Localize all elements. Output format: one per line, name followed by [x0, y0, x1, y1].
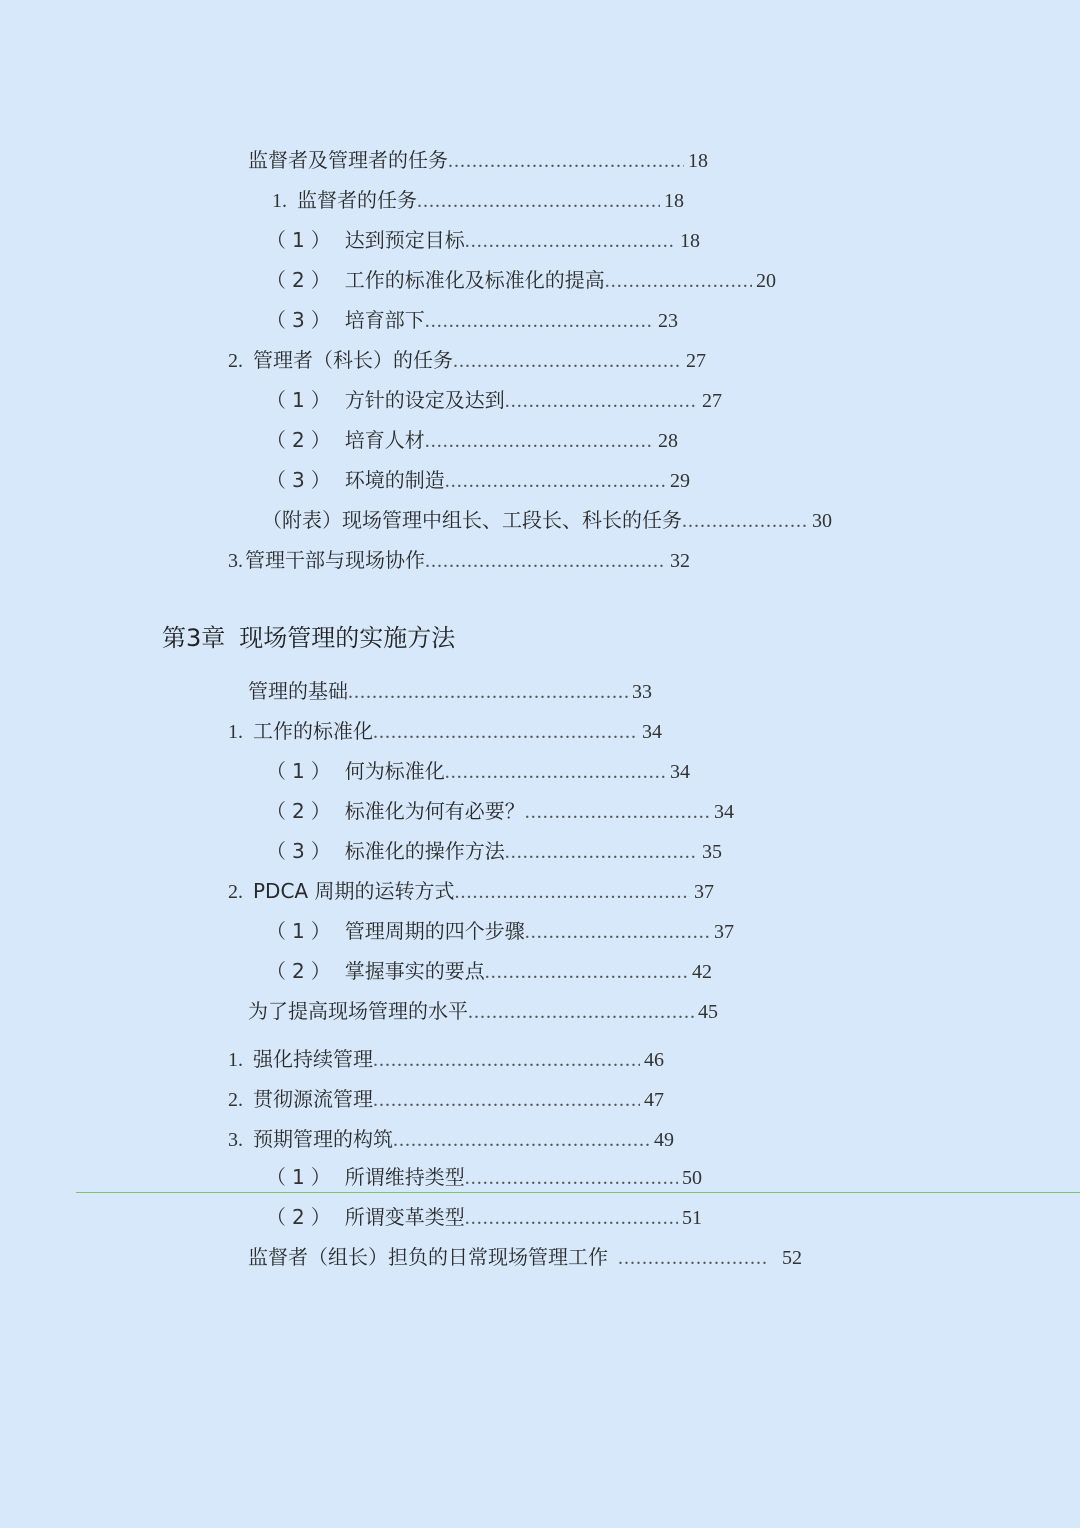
toc-entry-number: 3. — [228, 550, 243, 572]
leader-dots — [373, 1047, 640, 1073]
toc-entry-title: 所谓变革类型 — [344, 1205, 465, 1229]
toc-entry — [228, 1086, 664, 1113]
toc-entry-number: （2） — [266, 428, 337, 452]
toc-entry-title: 工作的标准化及标准化的提高 — [344, 268, 605, 292]
toc-entry-title: 监督者（组长）担负的日常现场管理工作 — [248, 1245, 608, 1269]
leader-dots — [373, 1087, 640, 1113]
toc-entry-page: 29 — [670, 470, 690, 492]
leader-dots — [485, 959, 688, 985]
toc-entry — [266, 798, 734, 825]
leader-dots — [465, 228, 676, 254]
toc-entry-page: 35 — [702, 841, 722, 863]
leader-dots — [417, 188, 660, 214]
leader-dots — [468, 999, 694, 1025]
toc-entry-title: 方针的设定及达到 — [344, 388, 505, 412]
toc-entry — [266, 307, 678, 334]
toc-entry-title: 达到预定目标 — [344, 228, 465, 252]
toc-entry-number: （1） — [266, 1165, 337, 1189]
toc-entry-title: 管理者（科长）的任务 — [253, 348, 453, 372]
toc-entry-page: 50 — [682, 1167, 702, 1189]
toc-entry-title: 管理的基础 — [248, 679, 348, 703]
leader-dots — [605, 268, 752, 294]
toc-entry — [248, 678, 652, 705]
chapter-number: 第3章 — [162, 624, 226, 652]
toc-entry-number: （1） — [266, 388, 337, 412]
toc-entry-title: 为了提高现场管理的水平 — [248, 999, 468, 1023]
leader-dots — [618, 1245, 768, 1271]
toc-entry-page: 23 — [658, 310, 678, 332]
toc-entry — [262, 507, 832, 534]
toc-entry — [266, 267, 776, 294]
toc-entry-number: 1. — [272, 190, 287, 212]
toc-entry-title: 何为标准化 — [344, 759, 445, 783]
leader-dots — [425, 308, 654, 334]
toc-entry — [228, 1046, 664, 1073]
leader-dots — [453, 348, 682, 374]
toc-entry-title: 管理周期的四个步骤 — [344, 919, 525, 943]
toc-entry-title: 标准化为何有必要？ — [344, 799, 525, 823]
toc-entry-number: （3） — [266, 308, 337, 332]
toc-entry-number: （2） — [266, 1205, 337, 1229]
leader-dots — [425, 428, 654, 454]
toc-entry-page: 18 — [664, 190, 684, 212]
toc-entry — [266, 467, 690, 494]
toc-entry-page: 32 — [670, 550, 690, 572]
toc-entry-number: （1） — [266, 919, 337, 943]
leader-dots — [465, 1205, 678, 1231]
toc-entry — [266, 427, 678, 454]
toc-entry-number: 1. — [228, 721, 243, 743]
toc-entry — [266, 958, 712, 985]
leader-dots — [445, 468, 666, 494]
toc-entry-title: 培育人材 — [344, 428, 425, 452]
toc-entry-number: （1） — [266, 228, 337, 252]
leader-dots — [393, 1127, 650, 1153]
toc-entry — [248, 998, 718, 1025]
toc-entry-title: 培育部下 — [344, 308, 425, 332]
toc-entry-page: 27 — [702, 390, 722, 412]
toc-entry-page: 34 — [642, 721, 662, 743]
toc-entry-title: （附表）现场管理中组长、工段长、科长的任务 — [262, 508, 682, 532]
leader-dots — [525, 799, 710, 825]
leader-dots — [454, 879, 690, 905]
toc-entry-number: 2. — [228, 350, 243, 372]
toc-entry-number: 2. — [228, 881, 243, 903]
toc-entry — [248, 147, 708, 174]
leader-dots — [505, 839, 698, 865]
toc-entry-page: 34 — [714, 801, 734, 823]
toc-entry — [266, 227, 700, 254]
toc-entry-page: 52 — [782, 1247, 802, 1269]
leader-dots — [682, 508, 808, 534]
toc-entry-title: 预期管理的构筑 — [253, 1127, 393, 1151]
toc-entry-number: （3） — [266, 468, 337, 492]
toc-entry — [228, 1126, 674, 1153]
toc-entry-title: 监督者及管理者的任务 — [248, 148, 448, 172]
toc-entry-page: 27 — [686, 350, 706, 372]
toc-entry-page: 34 — [670, 761, 690, 783]
toc-entry-page: 37 — [694, 881, 714, 903]
toc-entry-title: 监督者的任务 — [297, 188, 417, 212]
toc-entry-page: 33 — [632, 681, 652, 703]
leader-dots — [448, 148, 684, 174]
toc-entry-page: 45 — [698, 1001, 718, 1023]
toc-entry-page: 20 — [756, 270, 776, 292]
toc-entry-title: 管理干部与现场协作 — [245, 548, 425, 572]
toc-entry-number: 1. — [228, 1049, 243, 1071]
leader-dots — [445, 759, 666, 785]
toc-entry-title: 标准化的操作方法 — [344, 839, 505, 863]
toc-entry-page: 30 — [812, 510, 832, 532]
toc-entry-title: 工作的标准化 — [253, 719, 373, 743]
toc-entry — [266, 387, 722, 414]
toc-entry-page: 37 — [714, 921, 734, 943]
toc-entry — [228, 347, 706, 374]
toc-entry — [228, 547, 690, 574]
leader-dots — [525, 919, 710, 945]
toc-entry-number: （2） — [266, 268, 337, 292]
toc-entry-title: 贯彻源流管理 — [253, 1087, 373, 1111]
toc-entry-page: 46 — [644, 1049, 664, 1071]
toc-entry-number: 3. — [228, 1129, 243, 1151]
toc-entry-number: （3） — [266, 839, 337, 863]
toc-entry-page: 18 — [680, 230, 700, 252]
chapter-title: 现场管理的实施方法 — [239, 624, 456, 652]
toc-entry-number: （2） — [266, 799, 337, 823]
toc-entry — [266, 758, 690, 785]
toc-entry-page: 51 — [682, 1207, 702, 1229]
toc-entry-title: 强化持续管理 — [253, 1047, 373, 1071]
toc-entry — [248, 1244, 802, 1271]
toc-entry — [266, 1204, 702, 1231]
toc-entry-number: （2） — [266, 959, 337, 983]
toc-entry — [266, 918, 734, 945]
toc-entry — [266, 838, 722, 865]
toc-entry — [266, 1164, 702, 1191]
chapter-heading — [162, 622, 455, 654]
toc-entry — [272, 187, 684, 214]
toc-entry-title: PDCA 周期的运转方式 — [253, 879, 455, 903]
divider-line — [76, 1192, 1080, 1193]
toc-entry-number: 2. — [228, 1089, 243, 1111]
leader-dots — [465, 1165, 678, 1191]
toc-entry — [228, 878, 714, 905]
leader-dots — [373, 719, 638, 745]
toc-entry-title: 环境的制造 — [344, 468, 445, 492]
toc-entry-number: （1） — [266, 759, 337, 783]
toc-entry-title: 掌握事实的要点 — [344, 959, 485, 983]
toc-entry-page: 49 — [654, 1129, 674, 1151]
toc-entry — [228, 718, 662, 745]
toc-entry-page: 47 — [644, 1089, 664, 1111]
toc-entry-page: 28 — [658, 430, 678, 452]
toc-entry-page: 18 — [688, 150, 708, 172]
leader-dots — [348, 679, 628, 705]
toc-entry-page: 42 — [692, 961, 712, 983]
leader-dots — [425, 548, 666, 574]
toc-entry-title: 所谓维持类型 — [344, 1165, 465, 1189]
leader-dots — [505, 388, 698, 414]
